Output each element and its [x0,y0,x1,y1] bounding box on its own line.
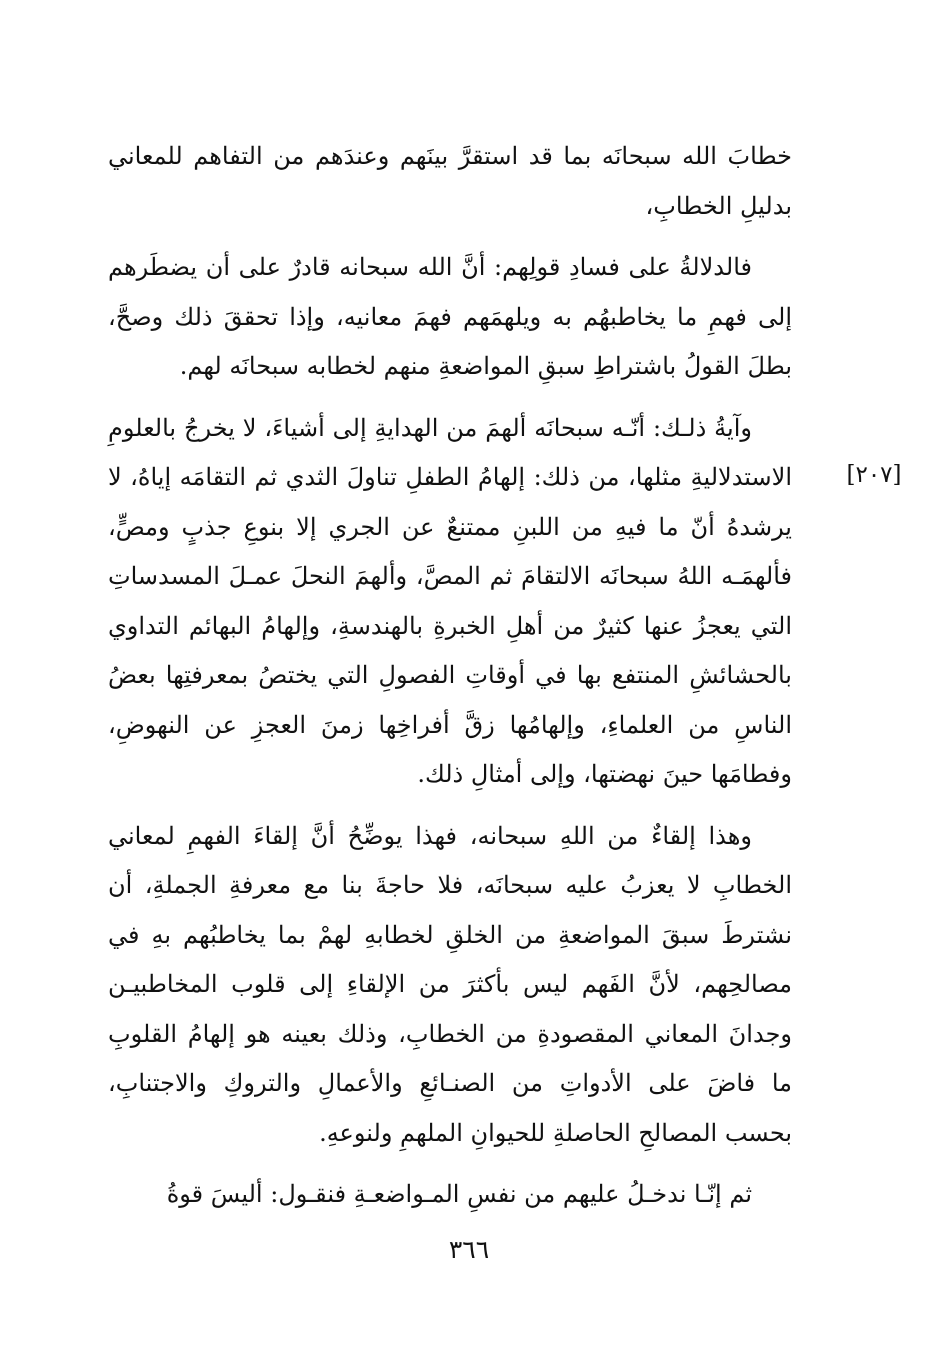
margin-reference-number: [٢٠٧] [846,462,902,488]
paragraph: خطابَ الله سبحانَه بما قد استقرَّ بينَهم وعندَهم من التفاهم للمعاني بدليلِ الخطابِ، [108,142,792,220]
body-text [108,132,792,1220]
paragraph: فالدلالةُ على فسادِ قولِهم: أنَّ الله سبحانه قادرٌ على أن يضطَرهم إلى فهمِ ما يخاطبهُم به ويلهمَهم فهمَ معانيه، وإذا تحققَ ذلك وصحَّ، بطلَ القولُ باشتراطِ سبقِ المواضعةِ منهم لخطابه سبحانَه لهم. [108,253,792,380]
paragraph: وآيةُ ذلـك: أنّـه سبحانَه ألهمَ من الهدايةِ إلى أشياءَ، لا يخرجُ بالعلومِ الاستدلاليةِ مثلها، من ذلك: إلهامُ الطفلِ تناولَ الثدي ثم التقامَه إياهُ، لا يرشدهُ أنّ ما فيهِ من اللبنِ ممتنعٌ عن الجري إلا بنوعِ جذبٍ ومصٍّ، فألهمَـه اللهُ سبحانَه الالتقامَ ثم المصَّ، وألهمَ النحلَ عمـلَ المسدساتِ التي يعجزُ عنها كثيرٌ من أهلِ الخبرةِ بالهندسةِ، وإلهامُ البهائم التداوي بالحشائشِ المنتفع بها في أوقاتِ الفصولِ التي يختصُ بمعرفتِها بعضُ الناسِ من العلماءِ، وإلهامُها زقَّ أفراخِها زمنَ العجزِ عن النهوضِ، وفطامَها حينَ نهضتها، وإلى أمثالِ ذلك. [108,413,792,788]
page-number: ٣٦٦ [448,1235,490,1264]
paragraph: وهذا إلقاءٌ من اللهِ سبحانه، فهذا يوضِّحُ أنَّ إلقاءَ الفهمِ لمعاني الخطابِ لا يعزبُ عليه سبحانَه، فلا حاجةَ بنا مع معرفةِ الجملةِ، أن نشترطَ سبقَ المواضعةِ من الخلقِ لخطابهِ لهمْ بما يخاطبُهم بهِ في مصالحِهم، لأنَّ الفَهم ليس بأكثرَ من الإلقاءِ إلى قلوب المخاطبيـن وجدانَ المعاني المقصودةِ من الخطابِ، وذلك بعينه هو إلهامُ القلوبِ ما فاضَ على الأدواتِ من الصنـائعِ والأعمالِ والتروكِ والاجتنابِ، بحسب المصالحِ الحاصلةِ للحيوانِ الملهمِ ولنوعهِ. [108,821,793,1147]
paragraph: ثم إنّـا ندخـلُ عليهم من نفسِ المـواضعـةِ فنقـول: أليسَ قوةُ [166,1180,752,1208]
